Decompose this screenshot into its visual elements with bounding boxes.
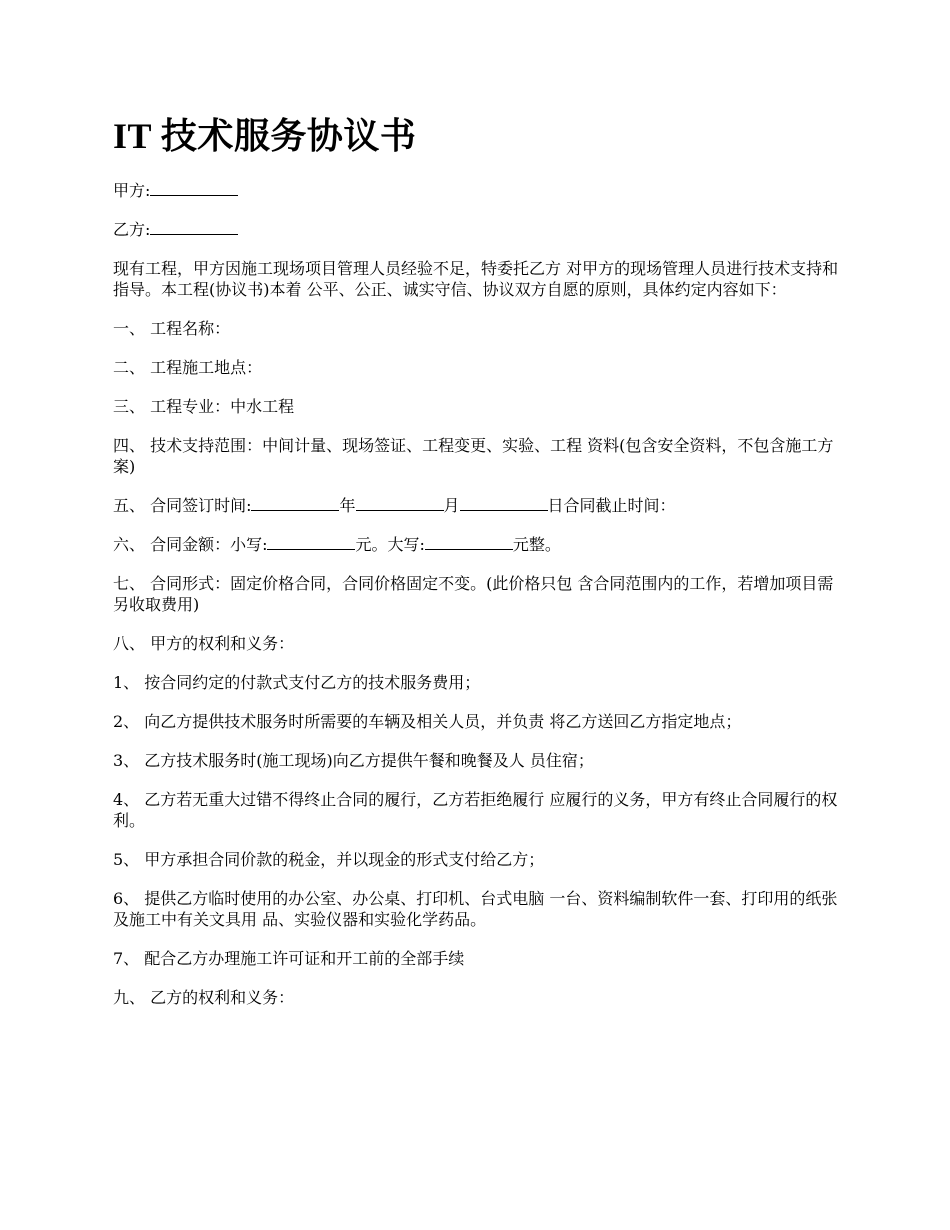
party-a-duty-5: 5、 甲方承担合同价款的税金，并以现金的形式支付给乙方；: [113, 850, 545, 869]
section-party-b-duties: 九、 乙方的权利和义务：: [113, 988, 295, 1007]
party-a-duty-2: 2、 向乙方提供技术服务时所需要的车辆及相关人员，并负责 将乙方送回乙方指定地点；: [113, 712, 742, 731]
party-a-duty-3: 3、 乙方技术服务时(施工现场)向乙方提供午餐和晚餐及人 员住宿；: [113, 751, 594, 770]
section-project-location: 二、 工程施工地点：: [113, 358, 263, 377]
day-tail-label: 日合同截止时间：: [547, 496, 676, 515]
party-a-line: [113, 180, 843, 201]
section-party-a-duties: 八、 甲方的权利和义务：: [113, 634, 295, 653]
sign-date-label: 五、 合同签订时间:: [113, 496, 252, 515]
party-b-line: [113, 219, 843, 240]
amount-tail-label: 元整。: [512, 535, 561, 554]
party-a-duty-6: 6、 提供乙方临时使用的办公室、办公桌、打印机、台式电脑 一台、资料编制软件一套、打印用的纸张及施工中有关文具用 品、实验仪器和实验化学药品。: [113, 889, 838, 929]
amount-upper-blank: [425, 535, 513, 550]
amount-mid-label: 元。大写:: [355, 535, 425, 554]
section-contract-form: 七、 合同形式：固定价格合同，合同价格固定不变。(此价格只包 含合同范围内的工作，若增加项目需另收取费用): [113, 574, 834, 614]
sign-month-blank: [356, 496, 444, 511]
intro-paragraph: 现有工程，甲方因施工现场项目管理人员经验不足，特委托乙方 对甲方的现场管理人员进行技术支持和指导。本工程(协议书)本着 公平、公正、诚实守信、协议双方自愿的原则，具体约定内容如下：: [113, 259, 839, 299]
sign-day-blank: [460, 496, 548, 511]
section-support-scope: 四、 技术支持范围：中间计量、现场签证、工程变更、实验、工程 资料(包含安全资料，不包含施工方案): [113, 436, 834, 476]
sign-year-blank: [251, 496, 339, 511]
document-page: [113, 112, 843, 1026]
section-sign-date: [113, 495, 843, 516]
section-contract-amount: [113, 534, 843, 555]
party-a-blank: [150, 181, 238, 196]
section-project-specialty: 三、 工程专业：中水工程: [113, 397, 295, 416]
party-a-label: 甲方:: [113, 181, 151, 200]
document-title: IT 技术服务协议书: [113, 116, 417, 156]
year-label: 年: [339, 496, 356, 515]
amount-label: 六、 合同金额：小写:: [113, 535, 268, 554]
section-project-name: 一、 工程名称：: [113, 319, 231, 338]
amount-lower-blank: [267, 535, 355, 550]
month-label: 月: [443, 496, 460, 515]
party-a-duty-4: 4、 乙方若无重大过错不得终止合同的履行，乙方若拒绝履行 应履行的义务，甲方有终止合同履行的权利。: [113, 790, 838, 830]
party-b-blank: [150, 220, 238, 235]
party-a-duty-1: 1、 按合同约定的付款式支付乙方的技术服务费用；: [113, 673, 481, 692]
party-b-label: 乙方:: [113, 220, 151, 239]
party-a-duty-7: 7、 配合乙方办理施工许可证和开工前的全部手续: [113, 949, 465, 968]
